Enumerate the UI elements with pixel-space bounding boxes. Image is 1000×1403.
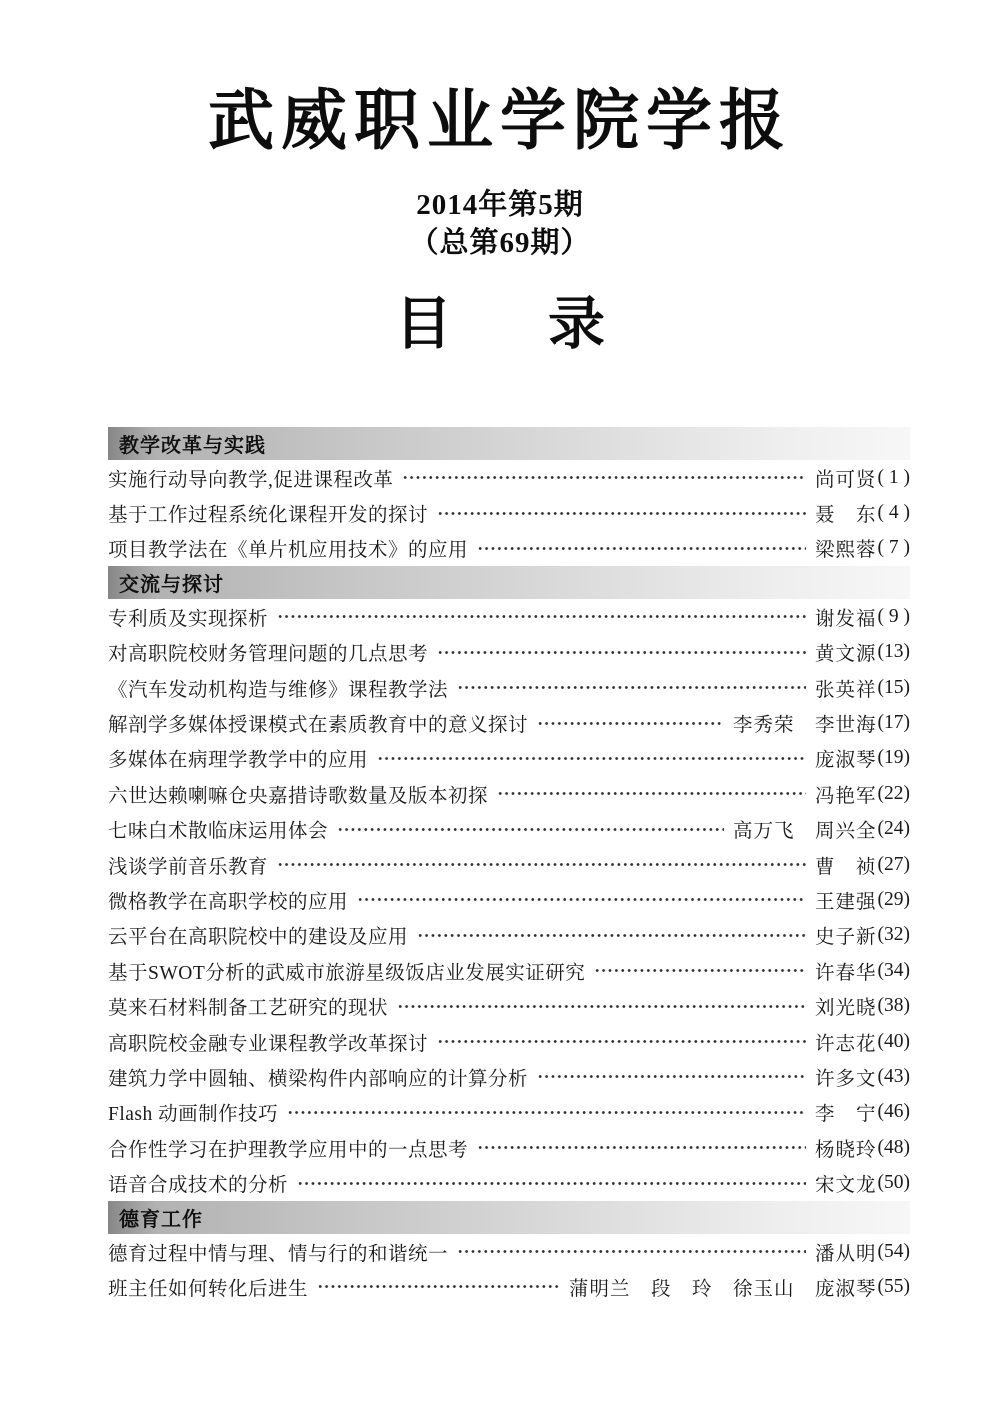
toc-list xyxy=(108,427,910,1305)
article-authors: 庞淑琴 xyxy=(814,750,877,772)
article-page-number: (34) xyxy=(877,959,910,981)
article-authors: 许多文 xyxy=(814,1068,877,1090)
article-title: 微格教学在高职学校的应用 xyxy=(108,891,349,913)
toc-entry-row xyxy=(108,1095,910,1130)
dotted-leader xyxy=(537,1074,806,1079)
section-header-bar xyxy=(108,427,910,460)
article-authors: 谢发福 xyxy=(814,608,877,630)
article-authors: 宋文龙 xyxy=(814,1175,877,1197)
article-page-number: (48) xyxy=(877,1136,910,1158)
toc-entry-row xyxy=(108,670,910,705)
toc-title-char-1: 目 xyxy=(395,293,452,356)
article-page-number: ( 4 ) xyxy=(877,502,910,524)
article-page-number: (29) xyxy=(877,888,910,910)
article-title: 实施行动导向教学,促进课程改革 xyxy=(108,469,394,491)
article-title: 基于SWOT分析的武威市旅游星级饭店业发展实证研究 xyxy=(108,962,586,984)
article-title: 解剖学多媒体授课模式在素质教育中的意义探讨 xyxy=(108,715,529,737)
article-authors: 梁熙蓉 xyxy=(814,540,877,562)
article-page-number: (46) xyxy=(877,1101,910,1123)
article-page-number: (15) xyxy=(877,676,910,698)
article-authors: 许春华 xyxy=(814,962,877,984)
article-authors: 刘光晓 xyxy=(814,998,877,1020)
section-label: 德育工作 xyxy=(119,1208,203,1231)
article-page-number: (50) xyxy=(877,1172,910,1194)
article-authors: 王建强 xyxy=(814,891,877,913)
article-authors: 聂 东 xyxy=(814,505,877,527)
article-authors: 曹 祯 xyxy=(814,856,877,878)
article-page-number: (38) xyxy=(877,995,910,1017)
article-title: 高职院校金融专业课程教学改革探讨 xyxy=(108,1033,429,1055)
toc-entry-row xyxy=(108,1024,910,1059)
dotted-leader xyxy=(497,791,806,796)
dotted-leader xyxy=(277,862,806,867)
toc-title xyxy=(0,292,1000,358)
article-title: 对高职院校财务管理问题的几点思考 xyxy=(108,644,429,666)
dotted-leader xyxy=(437,511,806,516)
article-title: 《汽车发动机构造与维修》课程教学法 xyxy=(108,679,449,701)
article-title: 六世达赖喇嘛仓央嘉措诗歌数量及版本初探 xyxy=(108,785,489,807)
article-page-number: (22) xyxy=(877,782,910,804)
article-page-number: (13) xyxy=(877,641,910,663)
dotted-leader xyxy=(537,721,724,726)
toc-entry-row xyxy=(108,741,910,776)
article-title: 云平台在高职院校中的建设及应用 xyxy=(108,927,409,949)
toc-entry-row xyxy=(108,1165,910,1200)
article-title: Flash 动画制作技巧 xyxy=(108,1104,279,1126)
article-authors: 许志花 xyxy=(814,1033,877,1055)
article-authors: 李秀荣 李世海 xyxy=(732,715,877,737)
toc-entry-row xyxy=(108,918,910,953)
article-authors: 张英祥 xyxy=(814,679,877,701)
dotted-leader xyxy=(297,1181,806,1186)
toc-title-char-2: 录 xyxy=(548,293,605,356)
dotted-leader xyxy=(317,1284,560,1289)
article-authors: 史子新 xyxy=(814,927,877,949)
article-authors: 潘从明 xyxy=(814,1243,877,1265)
article-authors: 冯艳军 xyxy=(814,785,877,807)
dotted-leader xyxy=(477,546,806,551)
article-page-number: (24) xyxy=(877,818,910,840)
toc-entry-row xyxy=(108,882,910,917)
section-header-bar xyxy=(108,1201,910,1234)
toc-entry-row xyxy=(108,635,910,670)
article-title: 班主任如何转化后进生 xyxy=(108,1278,309,1300)
toc-entry-row xyxy=(108,495,910,530)
article-page-number: (27) xyxy=(877,853,910,875)
dotted-leader xyxy=(437,650,806,655)
article-authors: 高万飞 周兴全 xyxy=(732,821,877,843)
article-page-number: ( 1 ) xyxy=(877,466,910,488)
dotted-leader xyxy=(457,685,806,690)
article-page-number: (40) xyxy=(877,1030,910,1052)
article-authors: 李 宁 xyxy=(814,1104,877,1126)
article-title: 德育过程中情与理、情与行的和谐统一 xyxy=(108,1243,449,1265)
toc-entry-row xyxy=(108,599,910,634)
section-label: 教学改革与实践 xyxy=(119,435,266,457)
article-page-number: (17) xyxy=(877,712,910,734)
article-page-number: (43) xyxy=(877,1065,910,1087)
article-page-number: (55) xyxy=(877,1275,910,1297)
toc-entry-row xyxy=(108,847,910,882)
dotted-leader xyxy=(594,968,806,973)
article-title: 建筑力学中圆轴、横梁构件内部响应的计算分析 xyxy=(108,1068,529,1090)
article-title: 莫来石材料制备工艺研究的现状 xyxy=(108,998,389,1020)
toc-entry-row xyxy=(108,1234,910,1269)
dotted-leader xyxy=(437,1039,806,1044)
article-title: 专利质及实现探析 xyxy=(108,608,269,630)
toc-entry-row xyxy=(108,988,910,1023)
toc-entry-row xyxy=(108,776,910,811)
toc-entry-row xyxy=(108,531,910,566)
article-title: 多媒体在病理学教学中的应用 xyxy=(108,750,369,772)
article-authors: 黄文源 xyxy=(814,644,877,666)
article-page-number: ( 7 ) xyxy=(877,537,910,559)
article-title: 基于工作过程系统化课程开发的探讨 xyxy=(108,505,429,527)
dotted-leader xyxy=(457,1249,806,1254)
article-authors: 蒲明兰 段 玲 徐玉山 庞淑琴 xyxy=(568,1278,877,1300)
article-page-number: ( 9 ) xyxy=(877,605,910,627)
issue-line: 2014年第5期 xyxy=(416,189,584,221)
article-authors: 尚可贤 xyxy=(814,469,877,491)
journal-title: 武威职业学院学报 xyxy=(208,85,792,158)
section-label: 交流与探讨 xyxy=(119,574,224,597)
toc-entry-row xyxy=(108,460,910,495)
toc-entry-row xyxy=(108,1059,910,1094)
dotted-leader xyxy=(287,1110,806,1115)
article-page-number: (54) xyxy=(877,1240,910,1262)
article-title: 项目教学法在《单片机应用技术》的应用 xyxy=(108,540,469,562)
dotted-leader xyxy=(402,475,806,480)
dotted-leader xyxy=(277,614,806,619)
dotted-leader xyxy=(397,1004,806,1009)
dotted-leader xyxy=(377,756,806,761)
article-title: 合作性学习在护理教学应用中的一点思考 xyxy=(108,1139,469,1161)
section-header-bar xyxy=(108,566,910,599)
dotted-leader xyxy=(357,897,806,902)
article-title: 语音合成技术的分析 xyxy=(108,1175,289,1197)
article-page-number: (19) xyxy=(877,747,910,769)
toc-entry-row xyxy=(108,1269,910,1304)
dotted-leader xyxy=(417,933,806,938)
article-title: 浅谈学前音乐教育 xyxy=(108,856,269,878)
dotted-leader xyxy=(477,1145,806,1150)
article-authors: 杨晓玲 xyxy=(814,1139,877,1161)
toc-entry-row xyxy=(108,705,910,740)
toc-entry-row xyxy=(108,953,910,988)
toc-entry-row xyxy=(108,1130,910,1165)
article-title: 七味白术散临床运用体会 xyxy=(108,821,329,843)
dotted-leader xyxy=(337,827,724,832)
cumulative-issue-line: （总第69期） xyxy=(409,227,591,259)
article-page-number: (32) xyxy=(877,924,910,946)
toc-entry-row xyxy=(108,812,910,847)
